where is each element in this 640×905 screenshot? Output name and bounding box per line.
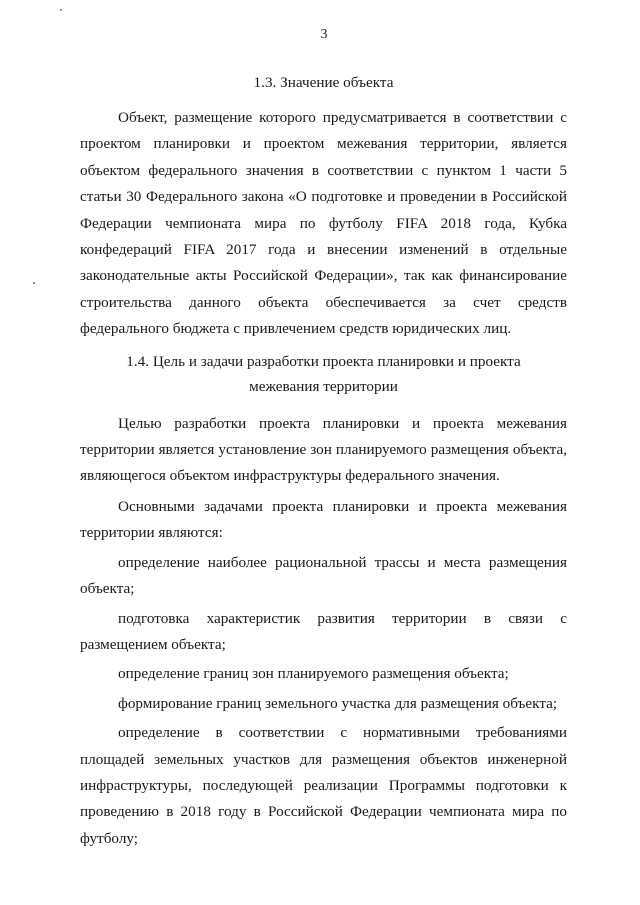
section-1-3-paragraph: Объект, размещение которого предусматривается в соответствии с проектом планировки и проектом межевания территории, является объектом федерального значения в соответствии с пунктом 1 части 5 статьи 30 Федерального закона «О подготовке и проведении в Российской Федерации чемпионата мира по футболу FIFA 2018 года, Кубка конфедераций FIFA 2017 года и внесении изменений в отдельные законодательные акты Российской Федерации», так как финансирование строительства данного объекта обеспечивается за счет средств федерального бюджета с привлечением средств юридических лиц. [80, 109, 567, 338]
task-item: определение границ зон планируемого размещения объекта; [118, 665, 509, 683]
task-item: определение в соответствии с нормативными требованиями площадей земельных участков для размещения объектов инженерной инфраструктуры, последующей реализации Программы подготовки к проведению в 2018 году в Российской Федерации чемпионата мира по футболу; [80, 724, 567, 847]
task-item: формирование границ земельного участка для размещения объекта; [118, 694, 558, 712]
section-1-4-heading-line-1: 1.4. Цель и задачи разработки проекта планировки и проекта [126, 352, 521, 370]
page-number: 3 [320, 27, 328, 42]
task-item: подготовка характеристик развития территории в связи с размещением объекта; [80, 609, 567, 653]
document-body [80, 70, 567, 852]
scan-speck [60, 9, 62, 11]
section-1-4-heading [80, 349, 567, 399]
section-1-4-heading-line-2: межевания территории [249, 377, 398, 395]
tasks-intro-paragraph: Основными задачами проекта планировки и проекта межевания территории являются: [80, 497, 567, 542]
goal-paragraph: Целью разработки проекта планировки и проекта межевания территории является установление зон планируемого размещения объекта, являющегося объектом инфраструктуры федерального значения. [80, 414, 567, 485]
task-item: определение наиболее рациональной трассы и места размещения объекта; [80, 553, 567, 598]
section-1-3-heading: 1.3. Значение объекта [253, 74, 394, 91]
scan-speck [33, 282, 35, 284]
